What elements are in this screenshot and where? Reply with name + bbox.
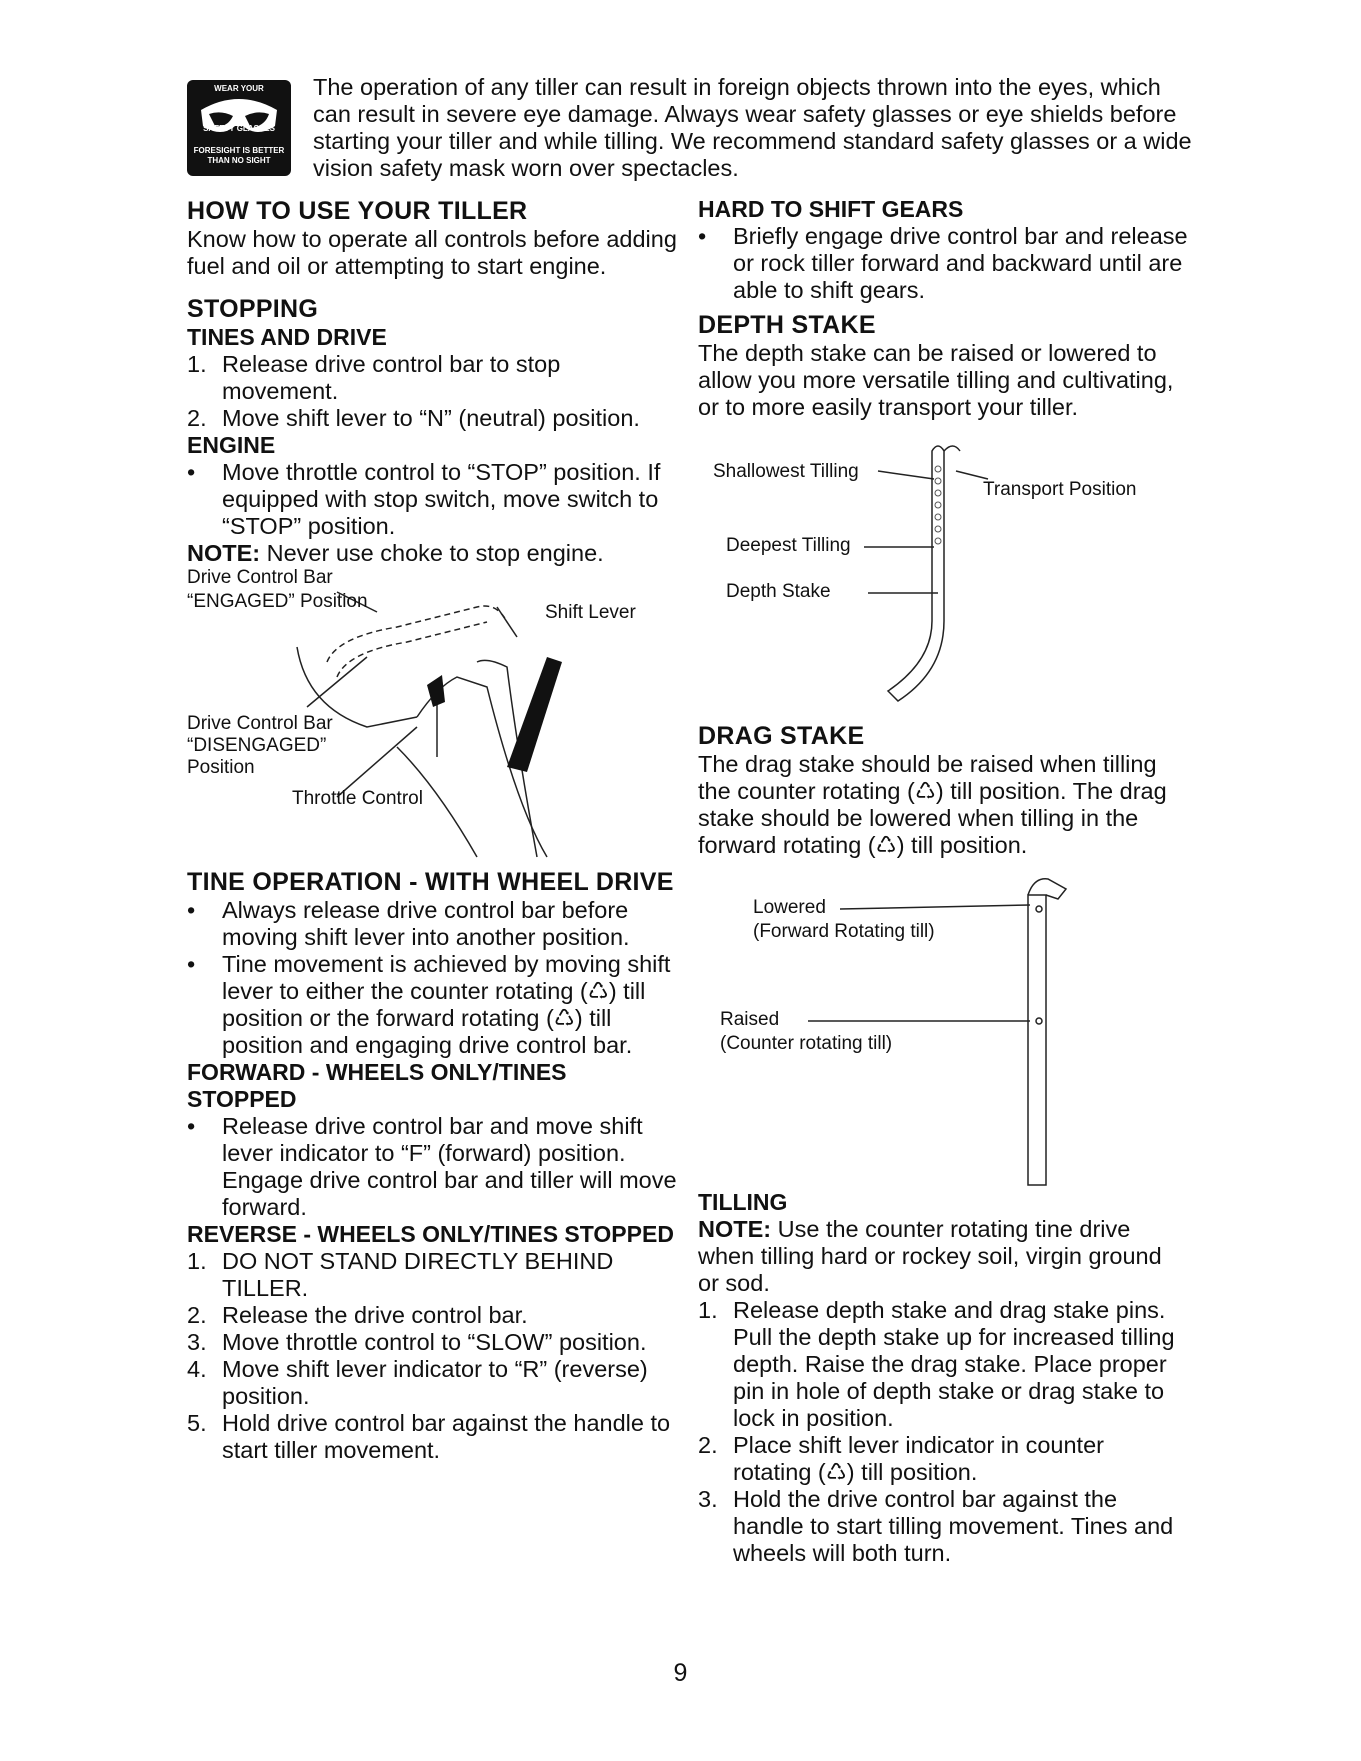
depth-stake-figure [698,421,1188,721]
list-item: 3. Move throttle control to “SLOW” position. [187,1329,647,1355]
label-disengaged: “DISENGAGED” [187,735,327,756]
label-shallowest-tilling: Shallowest Tilling [713,461,859,482]
tilling-note: NOTE: Use the counter rotating tine drive when tilling hard or rockey soil, virgin ground or sod. [698,1216,1162,1296]
list-item: • Always release drive control bar before moving shift lever into another position. [187,897,630,950]
label-throttle-control: Throttle Control [292,788,423,809]
label-drive-control-engaged: Drive Control Bar [187,567,333,588]
safety-glasses-icon [187,80,291,176]
label-lowered: Lowered [753,897,826,918]
page-number: 9 [673,1659,688,1687]
list-item: • Tine movement is achieved by moving shift lever to either the counter rotating (♺) till position or the forward rotating (♺) till position and engaging drive control bar. [187,951,671,1058]
controls-figure [187,567,677,867]
subsection-title-forward: FORWARD - WHEELS ONLY/TINES STOPPED [187,1059,567,1112]
label-depth-stake: Depth Stake [726,581,831,602]
drag-stake-text: The drag stake should be raised when tilling the counter rotating (♺) till position. The drag stake should be lowered when tilling in the forward rotating (♺) till position. [698,751,1167,858]
left-column [187,196,677,1464]
list-item: • Briefly engage drive control bar and release or rock tiller forward and backward until are able to shift gears. [698,223,1188,303]
safety-warning-text: The operation of any tiller can result in foreign objects thrown into the eyes, which can result in severe eye damage. Always wear safety glasses or eye shields before starting your tiller and while tilling. We recommend standard safety glasses or a wide vision safety mask worn over spectacles. [313,74,1192,181]
label-transport-position: Transport Position [983,479,1137,500]
how-to-use-text: Know how to operate all controls before adding fuel and oil or attempting to start engine. [187,226,677,279]
icon-line: SAFETY GLASSES [203,124,275,133]
section-title-stopping: STOPPING [187,295,319,323]
icon-line: FORESIGHT IS BETTER [193,146,285,155]
engine-note: NOTE: Never use choke to stop engine. [187,540,604,566]
icon-line: WEAR YOUR [214,84,264,93]
section-title-depth-stake: DEPTH STAKE [698,311,876,339]
subsection-title-hard-to-shift: HARD TO SHIFT GEARS [698,196,964,222]
list-item: 5. Hold drive control bar against the handle to start tiller movement. [187,1410,671,1463]
subsection-title-reverse: REVERSE - WHEELS ONLY/TINES STOPPED [187,1221,674,1247]
icon-line: THAN NO SIGHT [207,156,271,165]
label-position: Position [187,757,255,778]
list-item: 2. Place shift lever indicator in counter rotating (♺) till position. [698,1432,1104,1485]
right-column [698,196,1188,1567]
subsection-title-tines-and-drive: TINES AND DRIVE [187,324,387,350]
label-drive-control-disengaged: Drive Control Bar [187,713,333,734]
subsection-title-engine: ENGINE [187,432,276,458]
list-item: 3. Hold the drive control bar against the handle to start tilling movement. Tines and wheels will both turn. [698,1486,1174,1566]
depth-stake-text: The depth stake can be raised or lowered to allow you more versatile tilling and cultivating, or to more easily transport your tiller. [698,340,1174,420]
list-item: 2. Move shift lever to “N” (neutral) position. [187,405,640,431]
list-item: 4. Move shift lever indicator to “R” (reverse) position. [187,1356,648,1409]
label-raised: Raised [720,1009,780,1030]
label-counter-rotating-till: (Counter rotating till) [720,1033,893,1054]
section-title-how-to-use: HOW TO USE YOUR TILLER [187,197,528,225]
list-item: • Release drive control bar and move shift lever indicator to “F” (forward) position. Engage drive control bar and tiller will move forward. [187,1113,677,1220]
label-engaged-position: “ENGAGED” Position [187,591,368,612]
subsection-title-tilling: TILLING [698,1189,788,1215]
list-item: 1. Release drive control bar to stop movement. [187,351,561,404]
label-forward-rotating-till: (Forward Rotating till) [753,921,935,942]
list-item: 1. DO NOT STAND DIRECTLY BEHIND TILLER. [187,1248,614,1301]
section-title-tine-operation: TINE OPERATION - WITH WHEEL DRIVE [187,868,674,896]
list-item: 1. Release depth stake and drag stake pins. Pull the depth stake up for increased tilling depth. Raise the drag stake. Place proper pin in hole of depth stake or drag stake to lock in position. [698,1297,1175,1431]
section-title-drag-stake: DRAG STAKE [698,722,865,750]
list-item: • Move throttle control to “STOP” position. If equipped with stop switch, move switch to “STOP” position. [187,459,661,539]
list-item: 2. Release the drive control bar. [187,1302,528,1328]
label-deepest-tilling: Deepest Tilling [726,535,851,556]
label-shift-lever: Shift Lever [545,602,636,623]
drag-stake-figure [698,859,1188,1189]
